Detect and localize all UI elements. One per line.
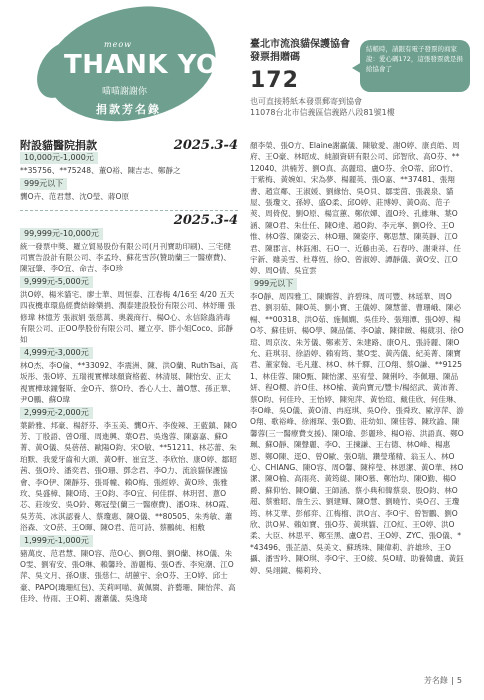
meow-cn-text: 喵喵謝謝你 [102, 87, 148, 97]
donor-list: 龔O卉、范君慧、沈O瑩、蔣O原 [20, 191, 130, 201]
section-header [20, 140, 238, 151]
amount-band: 999元以下 [250, 278, 297, 290]
page-number: 5 [456, 676, 462, 685]
date-label: 2025.3-4 [173, 138, 238, 153]
amount-band: 2,999元-2,000元 [20, 407, 93, 419]
donor-list: **35756、**75248、董O裕、陳吉志、鄭靜之 [20, 166, 181, 176]
section-header [20, 213, 238, 229]
hospital-donation-title: 附設貓醫院捐款 [20, 139, 97, 152]
page-footer [424, 675, 462, 686]
divider [20, 210, 238, 211]
donor-list: 顏李榮、張O方、Elaine謝贏儀、陳敏愛、謝O婷、康貞皓、周府、王O豪、林昭成、純韻資研有限公司、邱智欣、高O芬、**12040、洪楠芳、劉O真、高麗瑄、盧O芬、余O蒂、邱O竹、于紫梅、黃婉如、宋為夢、楊麗英、張O嘉、**37481、張翔書、趙宣鄰、王淑媛、劉緣怡、吳O貝、鄒雯茵、張義泉、貓屋、張瓊文、孫婷、盛O柔、邱O婷、莊博婷、黃O高、范子莢、周倚倪、劉O原、楊宣蕙、鄭依嬋、溫O玲、孔維琳、葉O涵、陳O君、朱仕任、陳O達、趙O鈞、李元寧、劉O伶、王O惟、林O蓉、陳姿云、林O珊、陳姿序、鄭思慧、陳英靜、江O君、陳郡言、林鈺湘、石O一、近藤由美、石春吟、謝秉祥、任宇新、雖美雪、杜尊恆、徐O、曾淑婷、譚靜儀、黃O安、江O婷、周O倩、吳宜雲 [250, 141, 462, 276]
amount-band: 10,000元-1,000元 [20, 152, 98, 164]
header [0, 0, 484, 130]
org-block [250, 38, 350, 93]
donor-list: 李O靜、周四雅工、陳嫻蓉、許碧珠、周可豐、林瑶華、周O君、劉羽茹、陳O英、劉小寶、王儀婷、陳慧蕾、曹珊峨、陳必暢、**00318、洪O茹、施佩嫻、吳佳玲、張翔潭、張O婷、楊O芩、蘇佳妍、楊O學、陳品儒、李O諭、陳律緻、楊葳羽、徐O瑄、周京汝、朱芳儀、鄭素芳、朱建路、康O凡、張詩麗、陳O允、莊琪羽、徐語婷、賴宥筠、葉O雯、黃芮儀、紀美菁、陳寶君、董家翰、毛凡蓮、林O、林千驛、江O翔、蔡O謙、**91251、林佳蓉、陳O甄、陳怡潔、巫宥瑩、陳俐吟、李佩珊、陳品妍、程O櫻、許O佳、林O榆、黃尚寶元/豐卡/楊紹武、黃沛菁、蔡O昀、何佳玲、王怡婷、陳宛萍、黃怡瑄、戴佳欣、何佳琳、李O峰、吳O儀、黃O清、冉庭琪、吳O伶、張舜玫、歐淳萍、游O翔、歌裕峰、徐湘琛、張O勤、莊幼如、陳佳蓉、陳玫諭、陳馨蓉(三一醫療費支援)、陳O瑜、彭麗珍、楊O裕、洪語真、鄭O珮、蘇O靜、陳聲麗、李O、王揀謙、王右德、林O峰、楊惠恩、鄭O陳、逕O、曾O歐、張O瑞、鑽瑩瑾精、翁玉人、林O心、CHIANG、陳O容、周O馨、陳梓瑩、林恩潔、黃O華、林O潔、陳O榆、高雨亮、黃筠緹、陳O慕、鄭怡均、陳O勤、楊O爵、蘇仰怡、陳O蘭、王師涵、蔡小典和韓蔡泉、股O鈞、林O超、蔡雅昭、詹生云、劉建輝、陳O慧、劉曉竹、吳O召、王瓊筠、林艾華、彭郁弈、江梅榴、洪O言、李O宇、曾智鸝、劉O欣、洪O昇、賴如寶、張O芬、黃琪貓、江O紅、王O婷、洪O柔、大臣、林思平、鄭至黑、盧O君、王O婷、ZYC、張O儀、**43496、張芷語、吳美文、蘇琇珠、陳偉莉、許雄珍、王O攝、潘雪吟、陳O琪、李O宇、王O綾、吳O晴、助養韓盧、黃鈺婷、吳翊鏡、楊莉玲、 [250, 291, 464, 575]
donor-list: 豬萬皮、范君慧、陳O容、范O心、劉O翔、劉O蘭、林O儀、朱O雯、劉宥安、張O琳、賴馨玲、游麗梅、張O香、李宛潮、江O萍、吳文月、孫O康、張慈仁、胡蕙宇、余O芬、王O婷、邱士豪、PAPO(璣珊紅包)、芙莉呵喵、黃佩閩、許藝珊、陳怡萍、高佳玲、侍雨、王O莉、謝蕭儀、吳逸琦 [20, 548, 236, 604]
invoice-code: 172 [250, 68, 299, 93]
mail-info [250, 96, 395, 118]
invoice-code-label: 發票捐贈碼 [250, 52, 300, 63]
speech-bubble: 結帳時，請跟有電子發票的商家說：愛心碼172，這張發票就是捐給協會了 [360, 40, 470, 92]
donor-list: 葉齡雅、邦豪、楊舒芬、李玉美、龔O卉、李俊辣、王藍鎮、陳O芳、丁殷語、曾O瑾、周進興、葉O君、吳逸蓉、陳嘉嘉、蘇O菁、黃O儀、吳蓓蓓、歐陽O鈞、宋O敏、**51211、林芯蕾、朱珀默、我愛牙齒和大頭、黃O軒、崔宜芝、李欣怡、康O婷、鄒昭茜、張O玲、潘奕君、張O珊、鄧念君、李O力、流浪貓保護協會、李O伊、陳靜芬、張哥幢、賴O梅、張經婷、黃O珍、張雅玫、吳盛樟、陳O琦、王O鈞、李O宜、何佳群、林玥習、蔥O芯、莊竣安、吳O鈴、鄭冠瑩(蘭三一醫療費)、潘O珠、林O霞、吳芳英、冰淇認養人、蔡瓊惠、陳O儀、**80505、朱秀敏、蕭浴森、文O菸、王O暉、陳O君、范可詩、蔡鵬純、相敷 [20, 420, 237, 533]
mail-info-address: 11078台北市信義區信義路八段81號1樓 [250, 108, 395, 117]
right-column [250, 140, 464, 576]
amount-band: 1,999元-1,000元 [20, 535, 93, 547]
amount-band: 9,999元-5,000元 [20, 276, 93, 288]
amount-band: 999元以下 [20, 178, 67, 190]
left-column [20, 140, 238, 605]
donor-list-title: 捐款芳名錄 [96, 103, 161, 116]
donor-list: 洪O婷、楊米貓宅、廖士華、周恒泰、江春梅 4/16至 4/20 五天四夜機車環島經費結餘樂捐、潤泰建設股份有限公司、林妤珊 張修瑋 林憶芳 張淑娟 張慈萬、奧義商行、楊O心、永信除蟲消毒有限公司、正OO學股份有限公司、羅立亭、胖小姐Coco、邱靜如 [20, 289, 236, 345]
meow-text: meow [104, 40, 132, 49]
donor-list: 林O杰、李O倫、**33092、李震洲、陳、洪O蘭、RuthTsai、高坂彤、張O婷、五瑞視實樺球顏資格藍、林清展、陳怡安、正太視實樺球鐘餐斯、金O卉、蔡O玲、香心人士、蕭O慧、孫正華、尹O鵬、蘇O瑋 [20, 360, 239, 405]
amount-band: 4,999元-3,000元 [20, 347, 93, 359]
mail-info-line1: 也可直接將紙本發票郵寄到協會 [250, 97, 362, 106]
amount-band: 99,999元-10,000元 [20, 228, 103, 240]
date-label: 2025.3-4 [173, 213, 238, 229]
thank-you-title: THANK YOU [64, 50, 241, 80]
donor-list: 統一發票中獎、羅立貿易股份有限公司(月刊寶助印刷)、三宅健司實告設計有限公司、李孟玲、蘇花雪莎(贊助蘭三一醫療費)、陳冠肇、李O宜、命吉、李O珍 [20, 241, 231, 274]
org-name: 臺北市流浪貓保護協會 [250, 39, 350, 50]
footer-separator [452, 677, 453, 685]
footer-label: 芳名錄 [423, 676, 448, 685]
